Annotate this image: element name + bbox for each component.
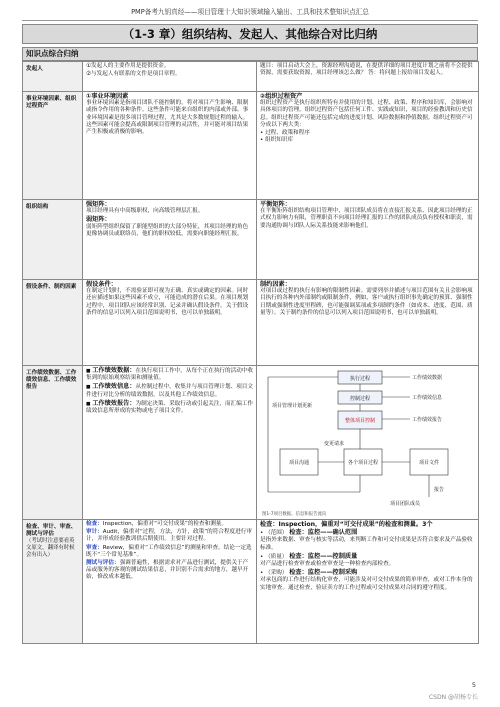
- sub-value: 检查：监控——控制采购: [289, 569, 358, 577]
- check-right: [257, 520, 479, 644]
- item-text: Inspection，偏重对“可交付成果”的检查和测量。: [102, 521, 227, 527]
- label-control: 控制过程: [349, 396, 371, 402]
- page-title: （1-3 章）组织结构、发起人、其他综合对比归纳: [22, 24, 478, 44]
- row-env: [23, 92, 479, 200]
- item-text: 在执行项目工作中，从每个正在执行的活动中收集到的原始观察结果和测量值。: [86, 368, 253, 382]
- sub-desc: 对承包商的工作进行结构化审查，可能涉及对可交付成果的简单审查，或对工作本身的实地审查。通过检查，验证卖方的工作过程或可交付成果对合同的遵守程度。: [260, 577, 473, 591]
- cell-text: 在平衡矩阵组织结构项目管理中，项目团队成员将在直接汇报关系、因此项目经理的正式权力影响力有限，管理职责不向项目经理汇报的工作的团队成员负有授权和职责，需要沟通协调与团队人际关系技能来影响他们。: [260, 208, 473, 229]
- check-item: [86, 529, 253, 543]
- row-label: [23, 520, 83, 644]
- check-sub: [260, 569, 475, 592]
- item-text: 强调普遍性，根据需求对产品进行测试，提供关于产品或服务的客观的测试结果信息，并识别不合需求的地方，越早开始，修改成本越低。: [86, 560, 249, 581]
- cell-heading: 假设条件：: [86, 281, 117, 288]
- row-perf: [23, 366, 479, 520]
- item-text: 从控制过程中，收集并与项目管理计划、项目文件进行对比分析的绩效数据，以及其他工作绩效信息。: [86, 384, 253, 398]
- org-right: [257, 200, 479, 280]
- label-integrated: 整体项目控制: [344, 418, 376, 424]
- row-org: [23, 200, 479, 280]
- label-change: 变更请求: [324, 441, 345, 447]
- perf-item: [86, 400, 253, 415]
- check-sub: [260, 529, 475, 552]
- check-item: [86, 545, 253, 559]
- item-heading: 测试与评估：: [86, 560, 120, 567]
- sponsor-right: 题目：项目启动大会上，资源经理沟通说，在提供详细的项目进度计划之前将不会提供资源，需要获取资源，项目经理该怎么做？ 答：将问题上报给项目发起人。: [257, 62, 479, 92]
- sponsor-left: [83, 62, 257, 92]
- env-left: [83, 92, 257, 200]
- perf-left: [83, 366, 257, 520]
- cell-text: 事业环境因素是指项目团队不能控制的，将对项目产生影响、限制或指令作用的各种条件。这些条件可能来自组织的内部或外部。事业环境因素是很多项目管理过程，尤其是大多数规划过程的输入。这些因素可能会提高或限制项目管理的灵活性，并可能对项目结果产生积极或消极的影响。: [86, 100, 249, 136]
- row-assume: [23, 280, 479, 366]
- perf-diagram-cell: [257, 366, 479, 520]
- row-label: 假设条件、制约因素: [23, 280, 83, 366]
- cell-heading: ①事业环境因素: [86, 93, 129, 100]
- label-text: 检查、审计、审查、测试与评估: [26, 524, 77, 538]
- label-processes: 各个项目过程: [347, 460, 379, 466]
- summary-table: [22, 61, 479, 644]
- cell-heading: 平衡矩阵：: [260, 201, 291, 208]
- sponsor-point: ②与发起人有联系的文件是项目章程。: [86, 71, 181, 78]
- item-heading: ■ 工作绩效报告：: [86, 400, 136, 407]
- env-right: [257, 92, 479, 200]
- cell-heading: 制约因素：: [260, 281, 291, 288]
- sub-value: 检查：监控——控制质量: [289, 552, 358, 560]
- sub-key: • （质量）: [260, 554, 287, 560]
- sub-value: 检查：监控——确认范围: [289, 529, 358, 537]
- item-heading: ■ 工作绩效数据：: [86, 367, 136, 374]
- cell-text: 弱矩阵型组织保留了职能型组织的大部分特征，其项目经理的角色更像协调员或联络员，他们的职权较低，需要向职能经理汇报。: [86, 223, 249, 237]
- label-report-2: 报告: [434, 487, 445, 493]
- item-text: Audit，偏重对“过程，方法，方针，政策”的符合程度进行审计，并形成经验教训供后期使用。主要针对过程。: [86, 529, 252, 543]
- row-sponsor: [23, 62, 479, 92]
- page-number: 5: [471, 681, 476, 689]
- cell-text: 项目经理具有中高级职权，向高级管理层汇报。: [86, 208, 204, 215]
- assume-right: [257, 280, 479, 366]
- section-heading: 知识点综合归纳: [22, 47, 478, 61]
- footer-watermark: CSDN @胡杨专长: [428, 694, 478, 701]
- check-item: [86, 560, 253, 582]
- perf-item: [86, 383, 253, 398]
- sub-key: • （采购）: [260, 570, 287, 576]
- diagram-caption: 图1-7项目数据、信息和报告流向: [262, 512, 327, 517]
- sponsor-point: ①发起人的主要作用是提供资金。: [86, 63, 170, 69]
- label-report: 工作绩效报告: [412, 417, 443, 423]
- row-check: [23, 520, 479, 644]
- flow-svg: [260, 367, 474, 517]
- label-comm: 项目沟通: [288, 460, 310, 466]
- label-docs: 项目文件: [418, 460, 440, 466]
- label-execute: 执行过程: [349, 376, 371, 382]
- cell-heading: 强矩阵：: [86, 201, 111, 208]
- sub-desc: 是指外来数据、审查与核实等活动，来判断工作和可交付成果是否符合要求及产品验收标准。: [260, 537, 473, 551]
- label-info: 工作绩效信息: [412, 395, 443, 401]
- label-data: 工作绩效数据: [412, 375, 443, 381]
- item-heading: 检查：: [86, 521, 103, 527]
- cell-text: 在制定计划时，不需验证即可视为正确、真实或确定的因素。同时还应描述如果这些因素不成立，可能造成的潜在后果。在项目规划过程中，项目团队应该经常识别、记录并确认假设条件。关于假设条件的信息可以列入项目范围说明书，也可以单独载明。: [86, 288, 249, 316]
- sub-key: • （范围）: [260, 530, 287, 536]
- item-heading: 审查：: [86, 544, 103, 551]
- data-flow-diagram: [260, 367, 475, 517]
- check-sub: [260, 553, 475, 568]
- cell-heading: 弱矩阵：: [86, 216, 111, 224]
- cell-text: 组织过程资产是执行组织所特有并使用的计划、过程、政策、程序和知识库，会影响对具体项目的管理。组织过程资产包括任何工件、实践或知识，项目的经验教训和历史信息。组织过程资产可能还包括完成的进度计划、风险数据和挣值数据。组织过程资产可分成以下两大类：: [260, 100, 473, 128]
- row-label: 事业环境因素、组织过程资产: [23, 92, 83, 200]
- check-left: [83, 520, 257, 644]
- list-item: • 组织知识库: [260, 137, 475, 144]
- assume-left: [83, 280, 257, 366]
- check-intro: 检查：Inspection，偏重对“可交付成果”的检查和测量。3个: [260, 521, 433, 528]
- perf-item: [86, 367, 253, 382]
- item-heading: 审计：: [86, 529, 103, 536]
- check-item: [86, 521, 253, 528]
- list-item: • 过程、政策和程序: [260, 130, 475, 137]
- item-heading: ■ 工作绩效信息：: [86, 383, 136, 390]
- label-note: 项目管理计划更新: [272, 403, 313, 409]
- label-note: （考试时注意要看英文原文，翻译有时候会有出入）: [26, 538, 75, 559]
- org-left: [83, 200, 257, 280]
- item-text: 为制定决策、采取行动或引起关注，而汇编工作绩效信息所形成的实物或电子项目文件。: [86, 400, 253, 415]
- sub-desc: 对产品进行检查审查或检查审查是一种检查内部检查。: [260, 561, 395, 568]
- cell-heading: ②组织过程资产: [260, 93, 303, 100]
- row-label: 发起人: [23, 62, 83, 92]
- row-label: 工作绩效数据、工作绩效信息、工作绩效报告: [23, 366, 83, 520]
- page-header: PMP备考九钥真经——项目管理十大知识领域输入输出、工具和技术整知识点汇总: [22, 6, 478, 21]
- row-label: 组织结构: [23, 200, 83, 280]
- cell-text: 对项目或过程的执行有影响的限制性因素。需要列举并描述与项目范围有关且会影响项目执行的各种内外部制约或限制条件，例如，客户或执行组织事先确定的预算、强制性日期或强制性进度里程碑，也可能强调某项或多项制约条件（如成本、进度、范围、质量等）。关于制约条件的信息可以列入项目范围说明书，也可以单独载明。: [260, 288, 473, 316]
- label-team: 项目团队成员: [390, 501, 421, 507]
- item-text: Review，偏重对“工作绩效信息”的测量和审查。结论一定选既不“三个常见基准”。: [86, 544, 252, 558]
